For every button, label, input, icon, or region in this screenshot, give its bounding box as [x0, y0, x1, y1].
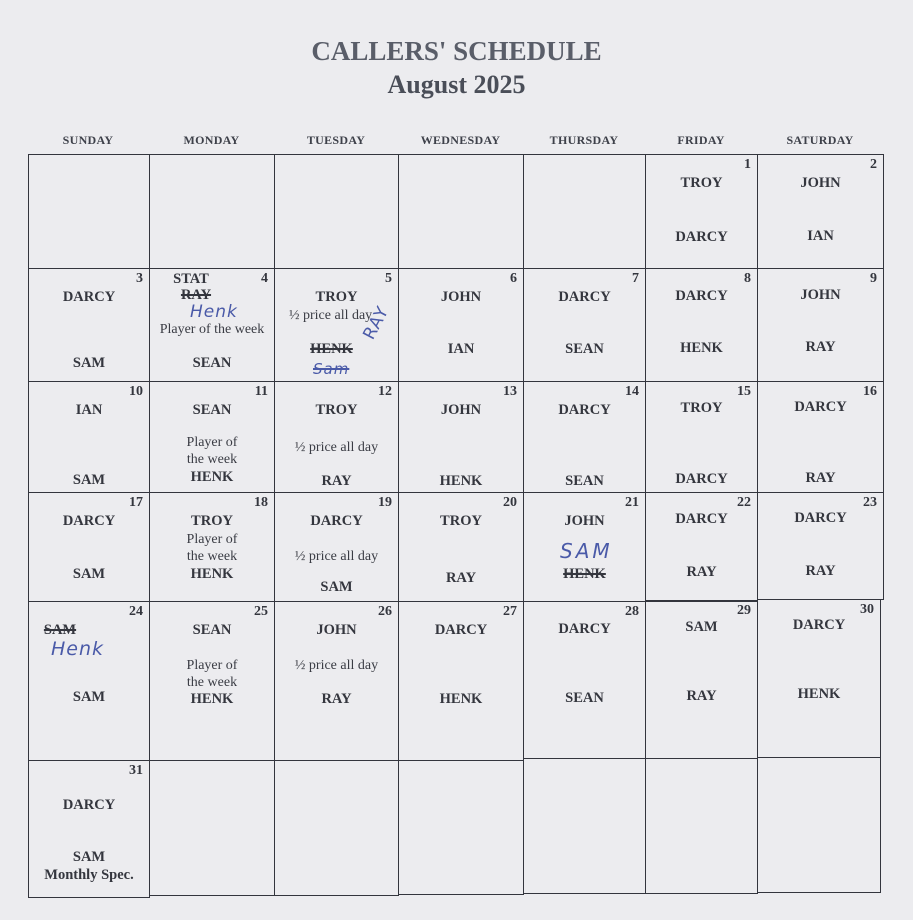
day-number: 28	[625, 604, 639, 619]
caller-1: DARCY	[675, 511, 728, 527]
caller-2: SAM	[72, 566, 106, 582]
day-cell-12	[274, 381, 399, 493]
caller-1: DARCY	[558, 402, 611, 418]
day-cell-17	[28, 492, 150, 602]
caller-2: HENK	[680, 340, 723, 356]
caller-1: SEAN	[192, 622, 232, 638]
day-header-tuesday: TUESDAY	[306, 133, 366, 147]
player-of-week-note: Player of the week	[186, 435, 238, 467]
day-cell-25	[149, 601, 275, 761]
caller-2: DARCY	[675, 229, 728, 245]
day-number: 14	[625, 384, 639, 399]
caller-1: DARCY	[310, 513, 363, 529]
half-price-note: ½ price all day	[294, 440, 379, 455]
monthly-special-note: Monthly Spec.	[44, 867, 134, 883]
day-cell-31	[28, 760, 150, 898]
caller-1: TROY	[315, 289, 358, 305]
day-cell-15	[645, 381, 758, 493]
day-cell-28	[523, 601, 646, 759]
caller-2: SAM	[72, 689, 106, 705]
half-price-note: ½ price all day	[294, 658, 379, 673]
day-number: 29	[737, 603, 751, 618]
caller-2: RAY	[805, 563, 836, 579]
day-header-monday: MONDAY	[183, 133, 240, 147]
caller-1: JOHN	[800, 175, 841, 191]
handwritten-name: Henk	[190, 302, 238, 322]
caller-1: TROY	[191, 513, 233, 529]
caller-1: DARCY	[794, 510, 847, 526]
caller-1: JOHN	[800, 287, 841, 303]
day-cell-10	[28, 381, 150, 493]
day-header-friday: FRIDAY	[677, 133, 725, 147]
day-cell-3	[28, 268, 150, 382]
day-number: 8	[744, 271, 751, 286]
caller-1: DARCY	[62, 289, 116, 305]
caller-2: SEAN	[565, 690, 604, 706]
caller-2: SAM	[72, 849, 106, 865]
day-header-thursday: THURSDAY	[549, 133, 619, 147]
day-number: 25	[254, 604, 268, 619]
caller-2: SEAN	[192, 355, 232, 371]
day-cell-2	[757, 154, 884, 269]
caller-1: JOHN	[564, 513, 605, 529]
caller-2: SAM	[72, 472, 106, 488]
empty-day-cell	[274, 154, 399, 269]
player-of-week-note: Player of the week	[186, 658, 238, 690]
day-number: 27	[503, 604, 517, 619]
day-number: 19	[378, 495, 392, 510]
day-cell-27	[398, 601, 524, 761]
caller-2: HENK	[439, 691, 483, 707]
caller-2: SAM	[72, 355, 106, 371]
caller-1: DARCY	[434, 622, 488, 638]
struck-handwritten-name: Sam	[313, 360, 350, 378]
day-cell-13	[398, 381, 524, 493]
caller-1: SAM	[685, 619, 718, 635]
caller-2: SEAN	[565, 473, 604, 489]
day-cell-29	[645, 600, 758, 759]
half-price-note: ½ price all day	[289, 308, 373, 323]
day-cell-14	[523, 381, 646, 493]
caller-2: RAY	[686, 564, 717, 580]
day-cell-23	[757, 492, 884, 600]
empty-day-cell	[274, 760, 399, 896]
day-number: 7	[632, 271, 639, 286]
day-cell-22	[645, 492, 758, 602]
day-number: 3	[136, 271, 143, 286]
empty-day-cell	[398, 154, 524, 269]
handwritten-name: SAM	[560, 539, 613, 563]
day-number: 4	[261, 271, 268, 286]
empty-day-cell	[398, 760, 524, 895]
day-number: 24	[129, 604, 143, 619]
day-number: 31	[129, 763, 143, 778]
schedule-title: CALLERS' SCHEDULE	[311, 36, 602, 66]
empty-day-cell	[645, 758, 758, 894]
empty-day-cell	[149, 154, 275, 269]
day-number: 16	[863, 384, 877, 399]
caller-2: HENK	[439, 473, 483, 489]
day-number: 5	[385, 271, 392, 286]
day-number: 22	[737, 495, 751, 510]
caller-2: HENK	[190, 691, 234, 707]
day-number: 15	[737, 384, 751, 399]
struck-caller: HENK	[563, 566, 606, 582]
caller-1: DARCY	[62, 513, 116, 529]
day-cell-8	[645, 268, 758, 382]
caller-2: DARCY	[675, 471, 728, 487]
caller-1: TROY	[440, 513, 482, 529]
caller-2: RAY	[686, 688, 717, 704]
day-cell-7	[523, 268, 646, 382]
caller-2: RAY	[321, 473, 352, 489]
day-cell-30	[757, 599, 881, 758]
empty-day-cell	[523, 154, 646, 269]
day-cell-20	[398, 492, 524, 602]
caller-1: DARCY	[792, 617, 846, 633]
day-cell-19	[274, 492, 399, 602]
day-cell-16	[757, 381, 884, 493]
caller-2: IAN	[807, 228, 834, 244]
day-cell-18	[149, 492, 275, 602]
caller-2: RAY	[445, 570, 477, 586]
handwritten-name: RAY	[359, 302, 394, 344]
day-cell-6	[398, 268, 524, 382]
day-header-wednesday: WEDNESDAY	[420, 133, 501, 147]
caller-2: HENK	[190, 566, 234, 582]
day-number: 20	[503, 495, 517, 510]
caller-1: DARCY	[558, 289, 611, 305]
caller-1: DARCY	[558, 621, 611, 637]
player-of-week-note: Player of the week	[159, 322, 265, 337]
schedule-month: August 2025	[387, 70, 526, 99]
day-cell-21	[523, 492, 646, 602]
day-number: 26	[378, 604, 392, 619]
caller-1: IAN	[75, 402, 103, 418]
empty-day-cell	[149, 760, 275, 896]
player-of-week-note: Player of the week	[186, 532, 238, 564]
struck-caller: HENK	[310, 341, 353, 357]
struck-caller: SAM	[43, 622, 77, 638]
half-price-note: ½ price all day	[294, 549, 379, 564]
caller-2: SEAN	[565, 341, 604, 357]
day-cell-5	[274, 268, 399, 382]
day-number: 9	[870, 271, 877, 286]
caller-1: JOHN	[440, 402, 482, 418]
day-number: 6	[510, 271, 517, 286]
page-title	[0, 34, 913, 102]
caller-1: JOHN	[316, 622, 357, 638]
day-number: 17	[129, 495, 143, 510]
caller-2: HENK	[190, 469, 234, 485]
caller-1: JOHN	[440, 289, 482, 305]
day-number: 21	[625, 495, 639, 510]
day-number: 12	[378, 384, 392, 399]
day-number: 23	[863, 495, 877, 510]
day-number: 18	[254, 495, 268, 510]
caller-2: RAY	[805, 470, 836, 486]
day-number: 2	[870, 157, 877, 172]
day-cell-26	[274, 601, 399, 761]
day-cell-9	[757, 268, 884, 382]
caller-1: TROY	[680, 400, 723, 416]
caller-1: DARCY	[62, 797, 116, 813]
caller-2: RAY	[805, 339, 836, 355]
caller-1: SEAN	[192, 402, 232, 418]
day-number: 30	[860, 602, 874, 617]
caller-1: STAT	[173, 271, 209, 287]
empty-day-cell	[28, 154, 150, 269]
day-number: 1	[744, 157, 751, 172]
struck-caller: RAY	[180, 287, 212, 303]
day-number: 11	[254, 384, 268, 399]
day-cell-11	[149, 381, 275, 493]
day-header-saturday: SATURDAY	[786, 133, 854, 147]
day-header-sunday: SUNDAY	[62, 133, 114, 147]
caller-2: IAN	[447, 341, 475, 357]
empty-day-cell	[523, 758, 646, 894]
day-cell-4	[149, 268, 275, 382]
day-number: 10	[129, 384, 143, 399]
caller-2: HENK	[797, 686, 841, 702]
caller-2: RAY	[321, 691, 352, 707]
caller-1: DARCY	[675, 288, 728, 304]
caller-2: SAM	[320, 579, 353, 595]
empty-day-cell	[757, 757, 881, 893]
day-number: 13	[503, 384, 517, 399]
day-cell-1	[645, 154, 758, 269]
handwritten-name: Henk	[51, 638, 105, 660]
caller-1: DARCY	[794, 399, 847, 415]
caller-1: TROY	[680, 175, 723, 191]
caller-1: TROY	[315, 402, 358, 418]
day-cell-24	[28, 601, 150, 761]
